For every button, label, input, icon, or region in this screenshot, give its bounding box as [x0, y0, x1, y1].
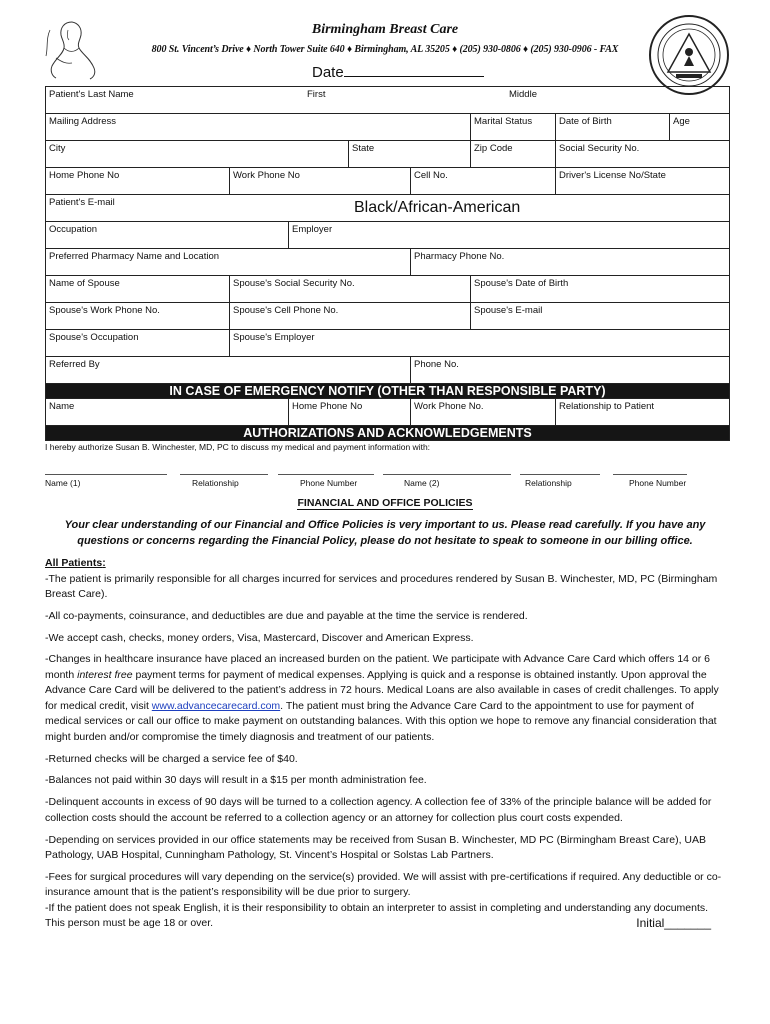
- phone-2-label: Phone Number: [629, 478, 687, 488]
- practice-name: Birmingham Breast Care: [311, 22, 459, 37]
- emergency-home-phone-field[interactable]: Home Phone No: [288, 399, 410, 425]
- policy-paragraph-advance-care: [45, 652, 729, 745]
- all-patients-text: All Patients: [45, 557, 103, 569]
- policy-paragraph: -The patient is primarily responsible for all charges incurred for services and procedures rendered by Susan B. Winchester, MD, PC (Birmingham Breast Care).: [45, 572, 718, 600]
- policy-paragraph-last: [45, 901, 729, 932]
- interest-free-text: interest free: [77, 668, 133, 681]
- policy-paragraph: -Depending on services provided in our office statements may be received from Susan B. Winchester, MD PC (Birmingham Breast Care), UAB Pathology, UAB Hospital, Cunningham Pathology, St. Vincent’s Hospital or Solstas Lab Partners.: [45, 833, 706, 862]
- relationship-2-label: Relationship: [525, 478, 572, 488]
- date-field[interactable]: [312, 64, 484, 81]
- spouse-work-phone-field[interactable]: Spouse's Work Phone No.: [49, 305, 160, 316]
- state-field[interactable]: State: [348, 141, 470, 167]
- p4-part-a: -Changes in healthcare insurance have placed an increased burden on the patient. We participate with Advance Care Card which offers 14 or 6 month: [45, 653, 711, 681]
- form-row-name: [46, 87, 729, 114]
- first-name-field[interactable]: First: [307, 89, 326, 100]
- emergency-relationship-field[interactable]: Relationship to Patient: [555, 399, 729, 425]
- spouse-dob-field[interactable]: Spouse's Date of Birth: [470, 276, 729, 302]
- form-row-email: [46, 195, 729, 222]
- date-line[interactable]: [344, 64, 484, 77]
- form-row-pharmacy: [46, 249, 729, 276]
- emergency-name-field[interactable]: Name: [49, 401, 75, 412]
- spouse-occupation-field[interactable]: Spouse's Occupation: [49, 332, 139, 343]
- home-phone-field[interactable]: Home Phone No: [49, 170, 120, 181]
- form-row-spouse: [46, 276, 729, 303]
- phone-2-line[interactable]: [613, 466, 687, 475]
- policy-title: [0, 497, 770, 509]
- spouse-email-field[interactable]: Spouse's E-mail: [470, 303, 729, 329]
- age-field[interactable]: Age: [669, 114, 729, 140]
- spouse-employer-field[interactable]: Spouse's Employer: [229, 330, 729, 356]
- form-row-spouse-phones: [46, 303, 729, 330]
- pharmacy-phone-field[interactable]: Pharmacy Phone No.: [410, 249, 729, 275]
- p10-text: -If the patient does not speak English, it is their responsibility to obtain an interpreter to assist in completing and understanding any documents. This person must be age 18 or over.: [45, 901, 709, 930]
- form-row-city: [46, 141, 729, 168]
- patient-email-field[interactable]: Patient's E-mail: [49, 197, 115, 208]
- policy-title-text: FINANCIAL AND OFFICE POLICIES: [297, 497, 473, 509]
- spouse-ssn-field[interactable]: Spouse's Social Security No.: [229, 276, 470, 302]
- cell-phone-field[interactable]: Cell No.: [410, 168, 555, 194]
- name-1-line[interactable]: [45, 466, 167, 475]
- ssn-field[interactable]: Social Security No.: [555, 141, 729, 167]
- name-2-line[interactable]: [383, 466, 511, 475]
- relationship-1-label: Relationship: [192, 478, 239, 488]
- accreditation-seal-icon: [648, 14, 730, 96]
- phone-1-label: Phone Number: [300, 478, 358, 488]
- name-1-label: Name (1): [45, 478, 81, 488]
- phone-1-line[interactable]: [278, 466, 374, 475]
- policy-paragraph: -Fees for surgical procedures will vary depending on the service(s) provided. We will assist with pre-certifications if required. Any deductible or co-insurance amount that is the patient’s responsibility will be due prior to surgery.: [45, 870, 722, 899]
- practice-address: 800 St. Vincent’s Drive ♦ North Tower Suite 640 ♦ Birmingham, AL 35205 ♦ (205) 930-0806 ♦ (205) 930-0906 - FAX: [151, 44, 619, 55]
- policy-paragraph: -Returned checks will be charged a service fee of $40.: [45, 752, 298, 765]
- form-row-occupation: [46, 222, 729, 249]
- relationship-2-line[interactable]: [520, 466, 600, 475]
- drivers-license-field[interactable]: Driver's License No/State: [555, 168, 729, 194]
- p4-part-c: . The patient must bring the Advance Care Card to the appointment to use for payment of medical services or call our office to make payment on outstanding balances. With this option we hope to remove any financial consideration that might burden and/or compromise the timely diagnosis and treatment of our patients.: [45, 699, 717, 743]
- initial-field[interactable]: Initial_______: [636, 916, 711, 931]
- form-row-phones: [46, 168, 729, 195]
- all-patients-heading: All Patients:: [45, 557, 106, 569]
- referred-by-field[interactable]: Referred By: [49, 359, 100, 370]
- date-label: Date: [312, 64, 344, 81]
- mailing-address-field[interactable]: Mailing Address: [49, 116, 117, 127]
- authorization-statement: I hereby authorize Susan B. Winchester, MD, PC to discuss my medical and payment information with:: [45, 442, 431, 452]
- policy-paragraph: -We accept cash, checks, money orders, Visa, Mastercard, Discover and American Express.: [45, 631, 474, 644]
- advance-care-link[interactable]: www.advancecarecard.com: [151, 699, 281, 712]
- patient-info-form: [45, 86, 730, 441]
- work-phone-field[interactable]: Work Phone No: [229, 168, 410, 194]
- city-field[interactable]: City: [49, 143, 66, 154]
- emergency-work-phone-field[interactable]: Work Phone No.: [410, 399, 555, 425]
- policy-paragraph: -Balances not paid within 30 days will result in a $15 per month administration fee.: [45, 774, 427, 787]
- policy-paragraph: -Delinquent accounts in excess of 90 days will be turned to a collection agency. A collection fee of 33% of the principle balance will be added for collection costs should the account be referred to a collection agency or an attorney for collection plus court costs expended.: [45, 796, 712, 824]
- referral-phone-field[interactable]: Phone No.: [410, 357, 729, 383]
- last-name-field[interactable]: Patient's Last Name: [49, 89, 134, 100]
- marital-status-field[interactable]: Marital Status: [470, 114, 555, 140]
- policy-body: [45, 556, 729, 938]
- spouse-name-field[interactable]: Name of Spouse: [49, 278, 120, 289]
- occupation-field[interactable]: Occupation: [49, 224, 98, 235]
- name-2-label: Name (2): [404, 478, 440, 488]
- form-row-referred: [46, 357, 729, 384]
- spouse-cell-phone-field[interactable]: Spouse's Cell Phone No.: [229, 303, 470, 329]
- middle-name-field[interactable]: Middle: [509, 89, 537, 100]
- authorization-lines: [45, 466, 735, 476]
- race-value: Black/African-American: [354, 199, 521, 216]
- zip-code-field[interactable]: Zip Code: [470, 141, 555, 167]
- form-row-address: [46, 114, 729, 141]
- relationship-1-line[interactable]: [180, 466, 268, 475]
- pharmacy-name-field[interactable]: Preferred Pharmacy Name and Location: [49, 251, 220, 262]
- policy-intro: Your clear understanding of our Financial and Office Policies is very important to us. Please read carefully. If you have any questions or concerns regarding the Financial Policy, please do not hesitate to speak to someone in our billing office.: [64, 519, 706, 547]
- authorizations-header: AUTHORIZATIONS AND ACKNOWLEDGEMENTS: [46, 426, 729, 441]
- policy-paragraph: -All co-payments, coinsurance, and deductibles are due and payable at the time the service is rendered.: [45, 609, 528, 622]
- employer-field[interactable]: Employer: [288, 222, 729, 248]
- emergency-contact-header: IN CASE OF EMERGENCY NOTIFY (OTHER THAN RESPONSIBLE PARTY): [46, 384, 729, 399]
- form-row-emergency: [46, 399, 729, 426]
- date-of-birth-field[interactable]: Date of Birth: [555, 114, 669, 140]
- p4-part-b: payment terms for payment of medical expenses. Applying is quick and a response is obtained instantly. Upon approval the Advance Care Card will be delivered to the patient’s address in 72 hours. Medical Loans are also available in cases of credit challenges. To apply for medical credit, visit: [45, 668, 719, 712]
- form-row-spouse-occupation: [46, 330, 729, 357]
